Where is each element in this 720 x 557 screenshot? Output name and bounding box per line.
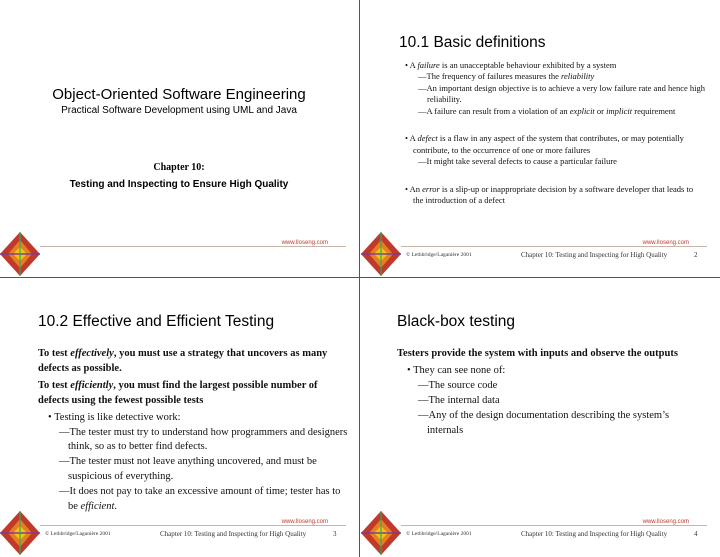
copyright: © Lethbridge/Laganière 2001: [45, 531, 111, 537]
sub-bullet: —The frequency of failures measures the reliability: [418, 71, 595, 82]
sub-bullet: —The tester must try to understand how programmers and designers think, so as to better find defects.: [59, 426, 348, 453]
slide-body: [38, 347, 348, 515]
bullet: • They can see none of:: [407, 364, 506, 376]
bullet-error: • An error is a slip-up or inappropriate decision by a software developer that leads to the introduction of a defect: [405, 183, 694, 206]
logo-icon: [361, 232, 401, 276]
bullet-failure: • A failure is an unacceptable behaviour exhibited by a system: [405, 60, 617, 70]
copyright: © Lethbridge/Laganière 2001: [406, 252, 472, 258]
page-number: 2: [694, 251, 698, 259]
slide-body: [397, 347, 707, 438]
vertical-divider: [359, 0, 360, 557]
sub-bullet: —The tester must not leave anything uncovered, and must be suspicious of everything.: [59, 456, 317, 483]
sub-bullet: —The source code: [418, 379, 498, 391]
site-url: www.lloseng.com: [281, 519, 328, 525]
footer-title: Chapter 10: Testing and Inspecting for High Quality: [521, 251, 668, 259]
copyright: © Lethbridge/Laganière 2001: [406, 531, 472, 537]
page-number: 3: [333, 530, 337, 538]
logo-icon: [361, 511, 401, 555]
book-title: Object-Oriented Software Engineering: [52, 86, 306, 103]
site-url: www.lloseng.com: [642, 240, 689, 246]
para-testers: Testers provide the system with inputs and observe the outputs: [397, 348, 678, 359]
slide-4: [361, 279, 719, 555]
site-url: www.lloseng.com: [642, 519, 689, 525]
site-url: www.lloseng.com: [281, 240, 328, 246]
footer-title: Chapter 10: Testing and Inspecting for High Quality: [160, 530, 307, 538]
slide-2: [361, 0, 719, 276]
para-efficient: To test efficiently, you must find the largest possible number of defects using the fewest possible tests: [38, 379, 318, 406]
bullet-defect: • A defect is a flaw in any aspect of the system that contributes, or may potentially contribute, to the occurrence of one or more failures: [405, 133, 684, 155]
footer-title: Chapter 10: Testing and Inspecting for High Quality: [521, 530, 668, 538]
footer-rule: [401, 525, 707, 526]
slide-body: [405, 58, 705, 207]
sub-bullet: —The internal data: [418, 394, 500, 406]
logo-icon: [0, 511, 40, 555]
sub-bullet: —A failure can result from a violation of an explicit or implicit requirement: [418, 105, 676, 116]
book-subtitle: Practical Software Development using UML and Java: [61, 105, 297, 116]
slide-1: [0, 0, 358, 276]
sub-bullet: —An important design objective is to achieve a very low failure rate and hence high reliability.: [418, 82, 706, 105]
sub-bullet: —It does not pay to take an excessive amount of time; tester has to be efficient.: [59, 486, 341, 513]
chapter-title: Testing and Inspecting to Ensure High Quality: [69, 179, 289, 190]
bullet: • Testing is like detective work:: [48, 411, 181, 423]
para-effective: To test effectively, you must use a strategy that uncovers as many defects as possible.: [38, 348, 328, 374]
horizontal-divider: [0, 277, 720, 278]
slide-title: 10.1 Basic definitions: [399, 34, 546, 51]
cover-logo-icon: [0, 232, 40, 276]
footer-rule: [401, 246, 707, 247]
page-number: 4: [694, 530, 698, 538]
chapter-number: Chapter 10:: [153, 162, 205, 173]
sub-bullet: —It might take several defects to cause a particular failure: [418, 156, 617, 167]
sub-bullet: —Any of the design documentation describing the system’s internals: [418, 409, 670, 436]
slide-title: 10.2 Effective and Efficient Testing: [38, 313, 275, 330]
footer-rule: [40, 525, 346, 526]
footer-rule: [40, 246, 346, 247]
slide-3: [0, 279, 358, 555]
slide-title: Black-box testing: [397, 313, 516, 330]
